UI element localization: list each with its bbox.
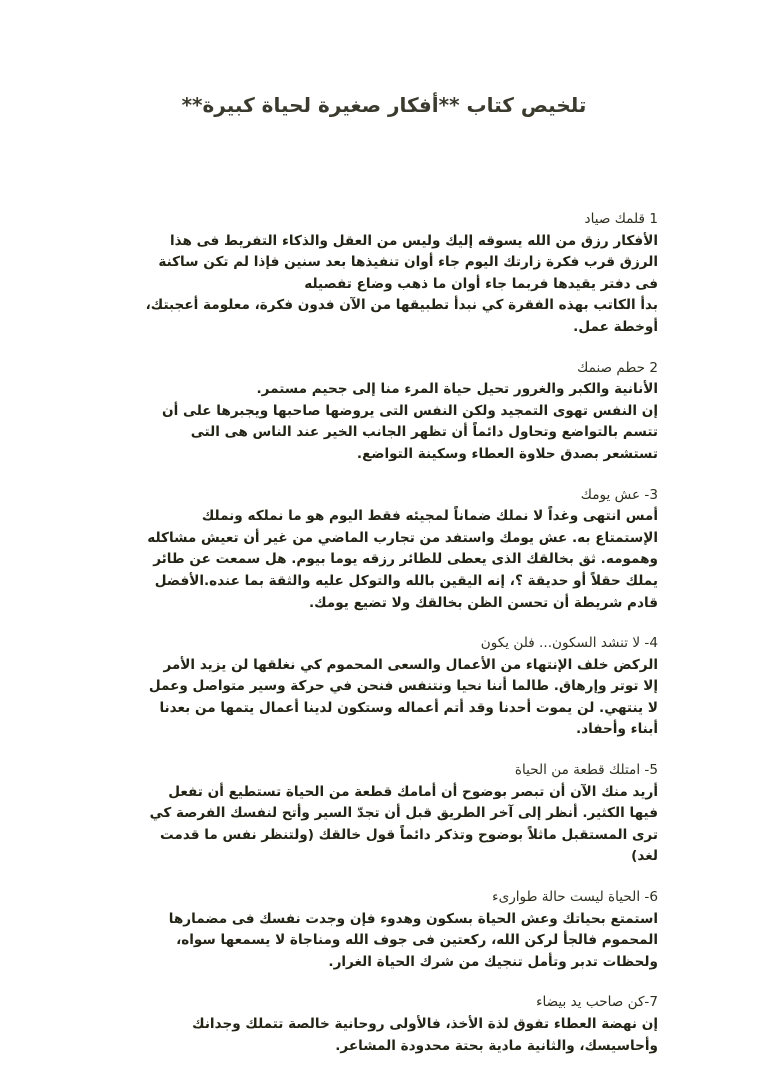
paragraph-line: وأحاسيسك، والثانية مادية بحتة محدودة المشاعر. — [335, 1037, 658, 1054]
paragraph-line: أريد منك الآن أن تبصر بوضوح أن أمامك قطعة من الحياة تستطيع أن تفعل — [168, 783, 658, 800]
section-heading: 2 حطم صنمك — [577, 359, 658, 376]
section-5 — [98, 760, 658, 868]
paragraph-line: المحموم فالجأ لركن الله، ركعتين فى جوف الله ومناجاة لا يسمعها سواه، — [176, 932, 658, 949]
section-1 — [98, 209, 658, 339]
paragraph-line: أبناء وأحفاد. — [575, 721, 658, 738]
section-4 — [98, 633, 658, 741]
paragraph-line: الركض خلف الإنتهاء من الأعمال والسعى المحموم كي نغلقها لن يزيد الأمر — [163, 656, 658, 673]
section-7 — [98, 992, 658, 1057]
section-6 — [98, 887, 658, 973]
document-body — [98, 209, 658, 1076]
paragraph-line: إن النفس تهوى التمجيد ولكن النفس التى يروضها صاحبها ويجبرها على أن — [161, 402, 658, 419]
paragraph-line: الرزق قرب فكرة زارتك اليوم جاء أوان تنفيذها بعد سنين فإذا لم تكن ساكنة — [158, 254, 658, 271]
paragraph-line: فيها الكثير. أنظر إلى آخر الطريق قبل أن تجدّ السير وأتح لنفسك الفرصة كي — [149, 805, 658, 822]
section-2 — [98, 358, 658, 466]
paragraph-line: الإستمتاع به. عش يومك واستفد من تجارب الماضي من غير أن تعيش مشاكله — [147, 529, 658, 546]
paragraph-line: استمتع بحياتك وعش الحياة بسكون وهدوء فإن وجدت نفسك فى مضمارها — [168, 910, 658, 927]
paragraph-line: الأفكار رزق من الله يسوقه إليك وليس من العقل والذكاء التفريط فى هذا — [169, 232, 658, 249]
paragraph-line: ولحظات تدبر وتأمل تنجيك من شرك الحياة الغرار. — [328, 953, 658, 970]
section-heading: 1 قلمك صياد — [584, 211, 658, 227]
paragraph-line: إن نهضة العطاء تفوق لذة الأخذ، فالأولى روحانية خالصة تتملك وجدانك — [192, 1016, 658, 1032]
paragraph-line: بدأ الكاتب بهذه الفقرة كي نبدأ تطبيقها من الآن فدون فكرة، معلومة أعجبتك، — [145, 297, 658, 314]
paragraph-line: ترى المستقبل ماثلاً بوضوح وتذكر دائماً قول خالقك (ولتنظر نفس ما قدمت — [160, 826, 658, 843]
paragraph-line: الأنانية والكبر والغرور تحيل حياة المرء منا إلى جحيم مستمر. — [256, 381, 658, 398]
paragraph-line: أوخطة عمل. — [573, 318, 658, 335]
paragraph-line: وهمومه. ثق بخالقك الذى يعطى للطائر رزقه يوما بيوم. هل سمعت عن طائر — [153, 551, 658, 568]
paragraph-line: لا ينتهي. لن يموت أحدنا وقد أتم أعماله وستكون لدينا أعمال يتمها من بعدنا — [159, 699, 658, 716]
section-heading: 4- لا تنشد السكون... فلن يكون — [480, 635, 658, 652]
document-title: تلخيص كتاب **أفكار صغيرة لحياة كبيرة** — [181, 93, 587, 117]
paragraph-line: أمس انتهى وغداً لا نملك ضماناً لمجيئه فقط اليوم هو ما نملكه ونملك — [201, 508, 658, 525]
paragraph-line: تستشعر بصدق حلاوة العطاء وسكينة التواضع. — [356, 445, 658, 462]
section-heading: 6- الحياة ليست حالة طوارىء — [492, 889, 658, 906]
section-3 — [98, 485, 658, 615]
section-heading: 5- امتلك قطعة من الحياة — [514, 762, 658, 779]
paragraph-line: قادم شريطة أن تحسن الظن بخالقك ولا تضيع يومك. — [308, 594, 658, 611]
paragraph-line: لغد) — [631, 848, 658, 865]
section-heading: 7-كن صاحب يد بيضاء — [536, 994, 658, 1011]
paragraph-line: إلا توتر وإرهاق. طالما أننا نحيا ونتنفس فنحن في حركة وسير متواصل وعمل — [148, 678, 658, 695]
paragraph-line: فى دفتر يقيدها فربما جاء أوان ما ذهب وضاع تفصيله — [304, 275, 658, 292]
section-heading: 3- عش يومك — [580, 486, 658, 503]
paragraph-line: يملك حقلاً أو حديقة ؟، إنه اليقين بالله والتوكل عليه والثقة بما عنده.الأفضل — [154, 572, 658, 589]
paragraph-line: تتسم بالتواضع وتحاول دائماً أن تظهر الجانب الخير عند الناس هى التى — [190, 424, 658, 441]
